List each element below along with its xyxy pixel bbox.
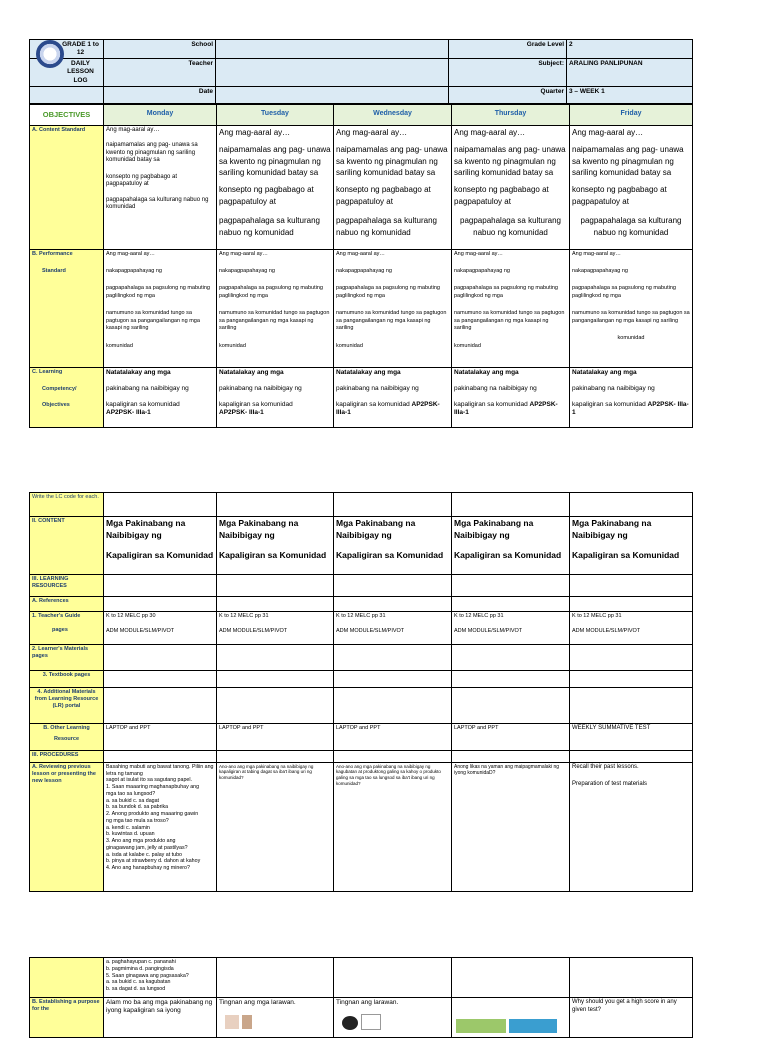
- tg-thu: K to 12 MELC pp 31 ADM MODULE/SLM/PIVOT: [452, 612, 570, 645]
- day-friday: Friday: [570, 104, 693, 125]
- picture-icon: [509, 1019, 557, 1033]
- grade-level-label: Grade Level: [449, 40, 567, 59]
- lc-code-thu[interactable]: [452, 493, 570, 517]
- content-mon: Mga Pakinabang na Naibibigay ng Kapaligiran sa Komunidad: [104, 517, 217, 575]
- procedures-label: III. PROCEDURES: [30, 750, 104, 762]
- competency-tue: Natatalakay ang mga pakinabang na naibibigay ng kapaligiran sa komunidad AP2PSK- IIIa-1: [217, 367, 334, 427]
- learning-competency-label: C. Learning Competency/ Objectives: [30, 367, 104, 427]
- other-tue: LAPTOP and PPT: [217, 724, 334, 751]
- references-label: A. References: [30, 597, 104, 612]
- performance-thu: Ang mag-aaral ay… nakapagpapahayag ng pagpapahalaga sa pagsulong ng mabuting paglilingkod ng mga namumuno sa komunidad tungo sa pagtugon sa pangangailangan ng mga kasapi ng sariling komunidad: [452, 249, 570, 367]
- content-thu: Mga Pakinabang na Naibibigay ng Kapaligiran sa Komunidad: [452, 517, 570, 575]
- content-standard-wed: Ang mag-aaral ay… naipamamalas ang pag- unawa sa kwento ng pinagmulan ng sariling komunidad batay sa konsepto ng pagbabago at pagpapatuloy at pagpapahalaga sa kulturang nabuo ng komunidad: [334, 125, 452, 249]
- teachers-guide-label: 1. Teacher's Guide pages: [30, 612, 104, 645]
- day-monday: Monday: [104, 104, 217, 125]
- establishing-wed: Tingnan ang larawan.: [334, 998, 452, 1038]
- day-wednesday: Wednesday: [334, 104, 452, 125]
- establishing-tue: Tingnan ang mga larawan.: [217, 998, 334, 1038]
- quarter-label: Quarter: [449, 86, 567, 103]
- lc-code-fri[interactable]: [570, 493, 693, 517]
- teacher-field[interactable]: [216, 59, 449, 86]
- other-mon: LAPTOP and PPT: [104, 724, 217, 751]
- lc-code-label: Write the LC code for each.: [30, 493, 104, 517]
- reviewing-mon: Basahing mabuti ang bawat tanong. Piliin ang letra ng tamang sagot at isulat ito sa sagutang papel. 1. Saan maaaring maghanapbuhay ang mga tao sa lungsod? a. sa bukid c. sa dagat b. sa bundok d. sa pabrika 2. Anong produkto ang maaaring gawin ng mga tao mula sa troso? a. kendi c. salamin b. kuwintas d. upuan 3. Ano ang mga produkto ang ginagawang jam, jelly at pastilyas? a. isda at kalabe c. palay at tubo b. pinya at strawberry d. dahon at kahoy 4. Ano ang hanapbuhay ng minero?: [104, 762, 217, 891]
- reviewing-fri: Recall their past lessons. Preparation of test materials: [570, 762, 693, 891]
- school-label: School: [104, 40, 216, 59]
- establishing-label: B. Establishing a purpose for the: [30, 998, 104, 1038]
- additional-materials-label: 4. Additional Materials from Learning Resource (LR) portal: [30, 688, 104, 724]
- tg-tue: K to 12 MELC pp 31 ADM MODULE/SLM/PIVOT: [217, 612, 334, 645]
- competency-wed: Natatalakay ang mga pakinabang na naibibigay ng kapaligiran sa komunidad AP2PSK- IIIa-1: [334, 367, 452, 427]
- establishing-mon: Alam mo ba ang mga pakinabang ng iyong kapaligiran sa iyong: [104, 998, 217, 1038]
- reviewing-label: A. Reviewing previous lesson or presenting the new lesson: [30, 762, 104, 891]
- resources-label: III. LEARNING RESOURCES: [30, 575, 104, 597]
- textbook-label: 3. Textbook pages: [30, 671, 104, 688]
- other-wed: LAPTOP and PPT: [334, 724, 452, 751]
- content-standard-thu: Ang mag-aaral ay… naipamamalas ang pag- unawa sa kwento ng pinagmulan ng sariling komunidad batay sa konsepto ng pagbabago at pagpapatuloy at pagpapahalaga sa kulturang nabuo ng komunidad: [452, 125, 570, 249]
- competency-mon: Natatalakay ang mga pakinabang na naibibigay ng kapaligiran sa komunidad AP2PSK- IIIa-1: [104, 367, 217, 427]
- other-resource-label: B. Other Learning Resource: [30, 724, 104, 751]
- picture-icon: [225, 1015, 239, 1029]
- objectives-table: [29, 104, 693, 428]
- tg-wed: K to 12 MELC pp 31 ADM MODULE/SLM/PIVOT: [334, 612, 452, 645]
- school-field[interactable]: [216, 40, 449, 59]
- grade-range: GRADE 1 to 12: [30, 40, 104, 59]
- log-title: DAILY LESSON LOG: [30, 59, 104, 86]
- tg-fri: K to 12 MELC pp 31 ADM MODULE/SLM/PIVOT: [570, 612, 693, 645]
- reviewing-thu: Anong likas na yaman ang maipagmamalaki ng iyong komunidaD?: [452, 762, 570, 891]
- reviewing-tue: Ano-ano ang mga pakinabang na naibibigay ng kapaligiran at tabing dagat sa iba't ibang uri ng komunidad?: [217, 762, 334, 891]
- content-tue: Mga Pakinabang na Naibibigay ng Kapaligiran sa Komunidad: [217, 517, 334, 575]
- lc-code-tue[interactable]: [217, 493, 334, 517]
- day-tuesday: Tuesday: [217, 104, 334, 125]
- performance-tue: Ang mag-aaral ay… nakapagpapahayag ng pagpapahalaga sa pagsulong ng mabuting paglilingkod ng mga namumuno sa komunidad tungo sa pagtugon sa pangangailangan ng mga kasapi ng sariling komunidad: [217, 249, 334, 367]
- header-table: [29, 39, 693, 104]
- grade-level-value: 2: [567, 40, 693, 59]
- other-thu: LAPTOP and PPT: [452, 724, 570, 751]
- deped-seal-icon: [36, 40, 64, 68]
- competency-fri: Natatalakay ang mga pakinabang na naibibigay ng kapaligiran sa komunidad AP2PSK- IIIa-1: [570, 367, 693, 427]
- lc-code-wed[interactable]: [334, 493, 452, 517]
- lesson-log-page-2: [29, 492, 693, 892]
- performance-mon: Ang mag-aaral ay… nakapagpapahayag ng pagpapahalaga sa pagsulong ng mabuting paglilingkod ng mga namumuno sa komunidad tungo sa pagtugon sa pangangailangan ng mga kasapi ng sariling komunidad: [104, 249, 217, 367]
- tg-mon: K to 12 MELC pp 30 ADM MODULE/SLM/PIVOT: [104, 612, 217, 645]
- objectives-header: OBJECTIVES: [30, 104, 104, 125]
- picture-icon: [361, 1014, 381, 1030]
- competency-thu: Natatalakay ang mga pakinabang na naibibigay ng kapaligiran sa komunidad AP2PSK- IIIa-1: [452, 367, 570, 427]
- content-standard-mon: Ang mag-aaral ay… naipamamalas ang pag- unawa sa kwento ng pinagmulan ng sariling komunidad batay sa konsepto ng pagbabago at pagpapatuloy at pagpapahalaga sa kulturang nabuo ng komunidad: [104, 125, 217, 249]
- lc-code-mon[interactable]: [104, 493, 217, 517]
- picture-icon: [242, 1015, 252, 1029]
- performance-standard-label: B. Performance Standard: [30, 249, 104, 367]
- lesson-log-page-3: [29, 957, 693, 1038]
- content-standard-tue: Ang mag-aaral ay… naipamamalas ang pag- unawa sa kwento ng pinagmulan ng sariling komunidad batay sa konsepto ng pagbabago at pagpapatuloy at pagpapahalaga sa kulturang nabuo ng komunidad: [217, 125, 334, 249]
- content-table: [29, 492, 693, 892]
- performance-wed: Ang mag-aaral ay… nakapagpapahayag ng pagpapahalaga sa pagsulong ng mabuting paglilingkod ng mga namumuno sa komunidad tungo sa pagtugon sa pangangailangan ng mga kasapi ng sariling komunidad: [334, 249, 452, 367]
- picture-icon: [456, 1019, 506, 1033]
- reviewing-wed: Ano-ano ang mga pakinabang na naibibigay ng kagubatan at produktong galing sa kahoy o produkto galing sa mga tao sa lungsod sa iba't ibang uri ng komunidad?: [334, 762, 452, 891]
- content-standard-label: A. Content Standard: [30, 125, 104, 249]
- day-thursday: Thursday: [452, 104, 570, 125]
- content-standard-fri: Ang mag-aaral ay… naipamamalas ang pag- unawa sa kwento ng pinagmulan ng sariling komunidad batay sa konsepto ng pagbabago at pagpapatuloy at pagpapahalaga sa kulturang nabuo ng komunidad: [570, 125, 693, 249]
- picture-icon: [342, 1016, 358, 1030]
- content-label: II. CONTENT: [30, 517, 104, 575]
- subject-value: ARALING PANLIPUNAN: [567, 59, 693, 86]
- teacher-label: Teacher: [104, 59, 216, 86]
- content-wed: Mga Pakinabang na Naibibigay ng Kapaligiran sa Komunidad: [334, 517, 452, 575]
- performance-fri: Ang mag-aaral ay… nakapagpapahayag ng pagpapahalaga sa pagsulong ng mabuting paglilingkod ng mga namumuno sa komunidad tungo sa pagtugon sa pangangailangan ng mga kasapi ng sariling komunidad: [570, 249, 693, 367]
- procedures-table: [29, 957, 693, 1038]
- establishing-thu: [452, 998, 570, 1038]
- date-field[interactable]: [216, 86, 449, 103]
- reviewing-mon-continued: a. paghahayupan c. pananahi b. pagmimina d. pangingisda 5. Saan ginagawa ang pagsasaka? a. sa bukid c. sa kagubatan b. sa dagat d. sa lungsod: [104, 958, 217, 998]
- date-label: Date: [104, 86, 216, 103]
- quarter-value: 3 – WEEK 1: [567, 86, 693, 103]
- content-fri: Mga Pakinabang na Naibibigay ng Kapaligiran sa Komunidad: [570, 517, 693, 575]
- other-fri: WEEKLY SUMMATIVE TEST: [570, 724, 693, 751]
- subject-label: Subject:: [449, 59, 567, 86]
- establishing-fri: Why should you get a high score in any given test?: [570, 998, 693, 1038]
- lesson-log-page-1: [29, 39, 693, 428]
- learners-materials-label: 2. Learner's Materials pages: [30, 645, 104, 671]
